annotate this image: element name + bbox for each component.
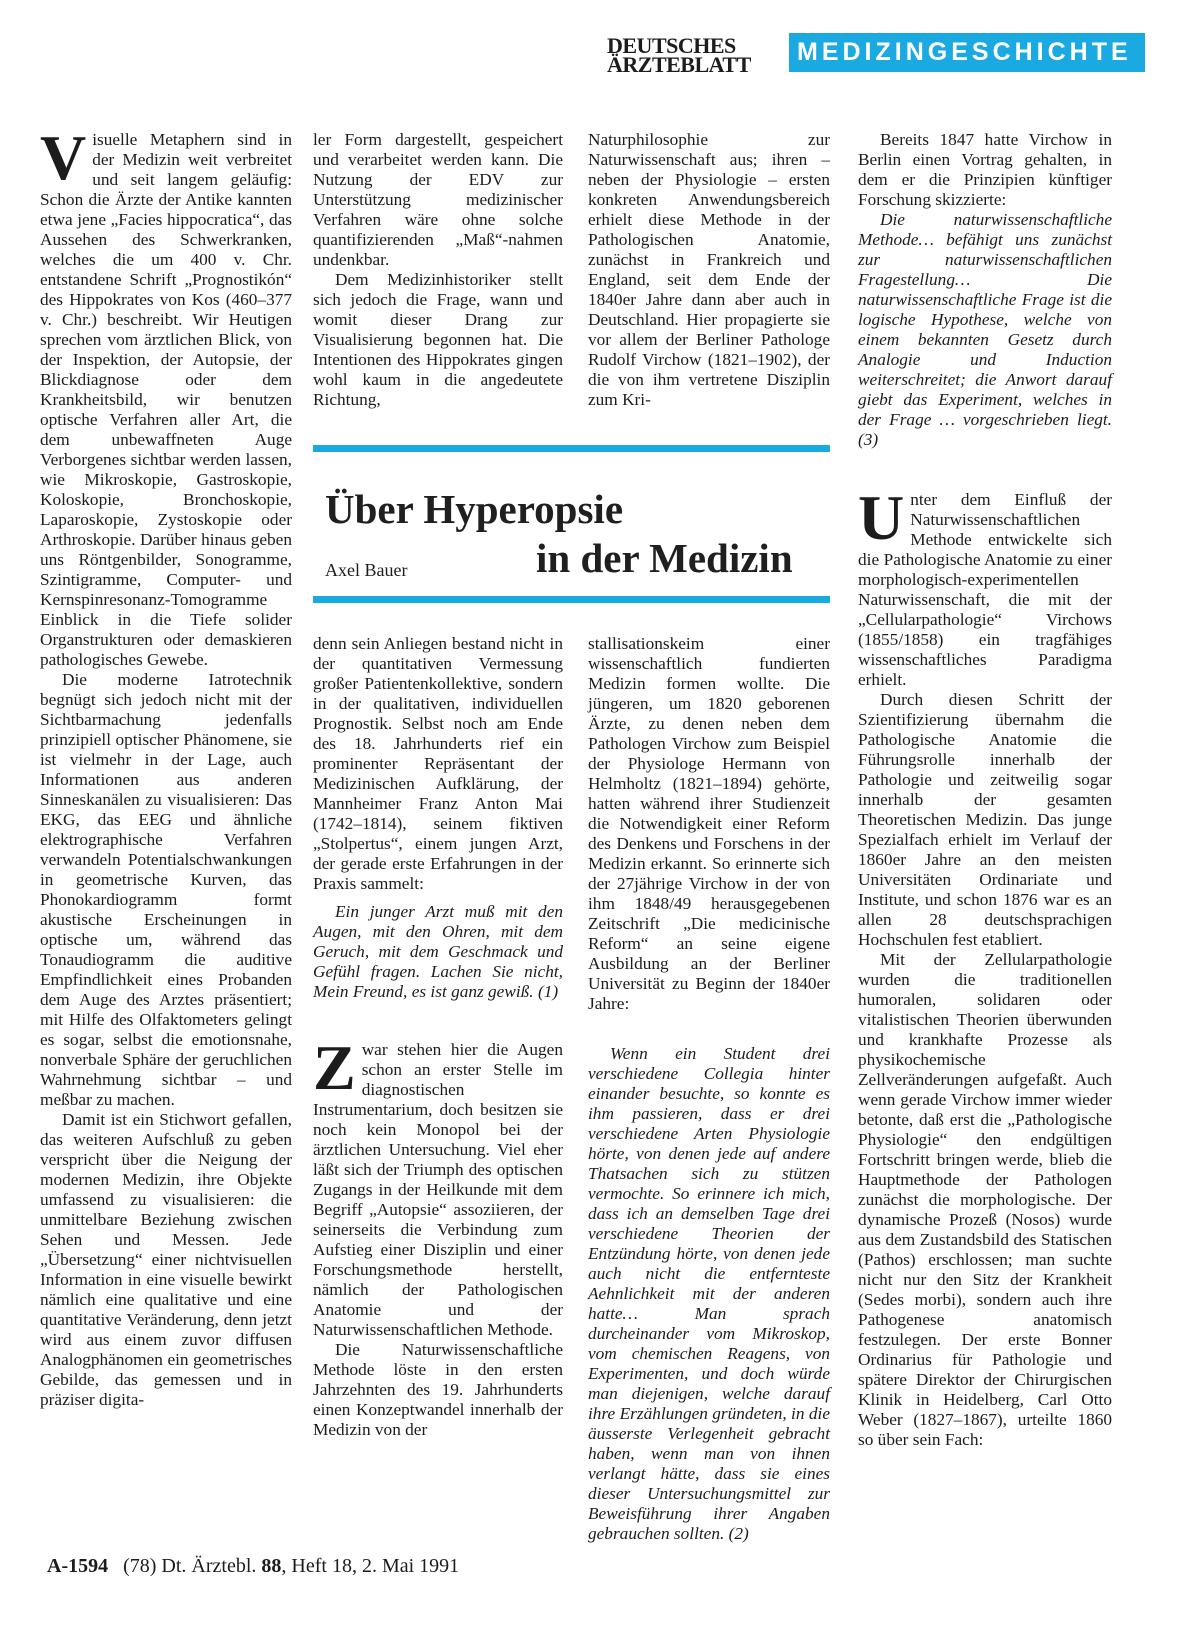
- journal-logo: [607, 33, 779, 77]
- paragraph: Naturphilosophie zur Naturwissenschaft aus; ihren – neben der Physiologie – ersten konkreten Anwendungsbereich erhielt diese Methode in der Pathologischen Anatomie, zunächst in Frankreich und England, seit dem Ende der 1840er Jahre dann aber auch in Deutschland. Hier propagierte sie vor allem der Berliner Pathologe Rudolf Virchow (1821–1902), der die von ihm vertretene Disziplin zum Kri-: [588, 130, 830, 409]
- logo-line-2: ÄRZTEBLATT: [607, 52, 751, 77]
- page-footer: [47, 1554, 459, 1578]
- footer-citation: (78) Dt. Ärztebl.: [123, 1555, 257, 1577]
- paragraph-text: isuelle Metaphern sind in der Medizin weit verbreitet und seit langem geläufig: Schon die Ärzte der Antike kannten etwa jene „Facies hippocratica“, das Aussehen des Schwerkranken, welches die um 400 v. Chr. entstandene Schrift „Prognostikón“ des Hippokrates von Kos (460–377 v. Chr.) beschreibt. Wir Heutigen sprechen vom ärztlichen Blick, von der Inspektion, der Autopsie, der Blickdiagnose oder dem Krankheitsbild, wir benutzen optische Verfahren aller Art, die dem unbewaffneten Auge Verborgenes sichtbar werden lassen, wie Mikroskopie, Gastroskopie, Koloskopie, Bronchoskopie, Laparoskopie, Zystoskopie oder Arthroskopie. Darüber hinaus geben uns Röntgenbilder, Sonogramme, Szintigramme, Computer- und Kernspinresonanz-Tomogramme Einblick in die Tiefe solider Organstrukturen oder demaskieren pathologisches Gewebe.: [40, 130, 292, 669]
- drop-cap: U: [858, 482, 905, 553]
- drop-cap: Z: [313, 1032, 356, 1103]
- logo-line-1: DEUTSCHES: [607, 33, 736, 58]
- title-rule-bottom: [313, 596, 830, 603]
- column-4-bottom: [858, 482, 1112, 1450]
- column-2-bottom: [313, 634, 563, 1440]
- paragraph: Damit ist ein Stichwort gefallen, das weiteren Aufschluß zu geben verspricht über die Neigung der modernen Medizin, ihre Objekte umfassend zu visualisieren: die unmittelbare Beziehung zwischen Sehen und Messen. Jede „Übersetzung“ einer nichtvisuellen Information in eine visuelle bewirkt nämlich eine qualitative und eine quantitative Veränderung, denn jetzt wird aus einem zuvor diffusen Analogphänomen ein geometrisches Gebilde, das gemessen und in präziser digita-: [40, 1110, 292, 1409]
- paragraph: stallisationskeim einer wissenschaftlich fundierten Medizin formen wollte. Die jüngeren, um 1820 geborenen Ärzte, zu denen neben dem Pathologen Virchow zum Beispiel der Physiologe Hermann von Helmholtz (1821–1894) gehörte, hatten während ihrer Studienzeit die Notwendigkeit einer Reform des Denkens und Forschens in der Medizin erkannt. So erinnerte sich der 27jährige Virchow in der von ihm 1848/49 herausgegebenen Zeitschrift „Die medicinische Reform“ an seine eigene Ausbildung an der Berliner Universität zu Beginn der 1840er Jahre:: [588, 634, 830, 1013]
- paragraph: Die Naturwissenschaftliche Methode löste in den ersten Jahrzehnten des 19. Jahrhunderts einen Konzeptwandel innerhalb der Medizin von der: [313, 1340, 563, 1439]
- section-tag: MEDIZINGESCHICHTE: [789, 33, 1145, 72]
- quote: Die naturwissenschaftliche Methode… befähigt uns zunächst zur naturwissenschaftlichen Fragestellung… Die naturwissenschaftliche Frage ist die logische Hypothese, welche von einem bekannten Gesetz durch Analogie und Induction weiterschreitet; die Anwort darauf giebt das Experiment, welches in der Frage … vorgeschrieben liegt. (3): [858, 210, 1112, 449]
- drop-cap: V: [40, 122, 87, 193]
- headline-line-1: Über Hyperopsie: [325, 486, 624, 532]
- paragraph: denn sein Anliegen bestand nicht in der quantitativen Vermessung großer Patientenkollektive, sondern in der qualitativen, individuellen Prognostik. Selbst noch am Ende des 18. Jahrhunderts rief ein prominenter Repräsentant der Medizinischen Aufklärung, der Mannheimer Franz Anton Mai (1742–1814), seinem fiktiven „Stolpertus“, einem jungen Arzt, der gerade erste Erfahrungen in der Praxis sammelt:: [313, 634, 563, 893]
- paragraph: ler Form dargestellt, gespeichert und verarbeitet werden kann. Die Nutzung der EDV zur Unterstützung medizinischer Verfahren wäre ohne solche quantifizierenden „Maß“-nahmen undenkbar.: [313, 130, 563, 269]
- paragraph: Dem Medizinhistoriker stellt sich jedoch die Frage, wann und womit dieser Drang zur Visualisierung begonnen hat. Die Intentionen des Hippokrates gingen wohl kaum in die angedeutete Richtung,: [313, 270, 563, 409]
- paragraph: [313, 1032, 563, 1340]
- page-number: A-1594: [47, 1555, 109, 1577]
- column-1: [40, 122, 292, 1410]
- footer-issue: , Heft 18, 2. Mai 1991: [281, 1555, 460, 1577]
- column-2-top: [313, 130, 563, 410]
- headline-line-2: in der Medizin: [536, 535, 793, 581]
- paragraph-text: war stehen hier die Augen schon an erster Stelle im diagnostischen Instrumentarium, doch besitzen sie noch kein Monopol bei der ärztlichen Untersuchung. Viel eher läßt sich der Triumph des optischen Zugangs in der Heilkunde mit dem Begriff „Autopsie“ assoziieren, der seinerseits die Verbindung zum Aufstieg einer Disziplin und einer Forschungsmethode herstellt, nämlich der Pathologischen Anatomie und der Naturwissenschaftlichen Methode.: [313, 1040, 563, 1339]
- paragraph: Die moderne Iatrotechnik begnügt sich jedoch nicht mit der Sichtbarmachung jedenfalls prinzipiell optischer Phänomene, sie ist vielmehr in der Lage, auch Informationen aus anderen Sinneskanälen zu visualisieren: Das EKG, das EEG und ähnliche elektrographische Verfahren verwandeln Potentialschwankungen in geometrische Kurven, das Phonokardiogramm formt akustische Erscheinungen in optische um, während das Tonaudiogramm die auditive Empfindlichkeit eines Probanden dem Auge des Arztes präsentiert; mit Hilfe des Olfaktometers gelingt es sogar, selbst die emotionsnahe, nonverbale Sphäre der geruchlichen Wahrnehmung sichtbar – und meßbar zu machen.: [40, 670, 292, 1109]
- column-3-bottom: [588, 634, 830, 1544]
- quote: Ein junger Arzt muß mit den Augen, mit den Ohren, mit dem Geruch, mit dem Geschmack und Gefühl fragen. Lachen Sie nicht, Mein Freund, es ist ganz gewiß. (1): [313, 902, 563, 1001]
- paragraph-text: nter dem Einfluß der Naturwissenschaftlichen Methode entwickelte sich die Pathologische Anatomie zu einer morphologisch-experimentellen Naturwissenschaft, die mit der „Cellularpathologie“ Virchows (1855/1858) ein tragfähiges wissenschaftliches Paradigma erhielt.: [858, 490, 1112, 689]
- column-4-top: [858, 130, 1112, 450]
- paragraph: Durch diesen Schritt der Szientifizierung übernahm die Pathologische Anatomie die Führungsrolle innerhalb der Pathologie und zeitweilig sogar innerhalb der gesamten Theoretischen Medizin. Das junge Spezialfach erhielt im Verlauf der 1860er Jahre an den meisten Universitäten Ordinariate und Institute, und schon 1876 war es an allen 28 deutschsprachigen Hochschulen fest etabliert.: [858, 690, 1112, 949]
- paragraph: Mit der Zellularpathologie wurden die traditionellen humoralen, solidaren oder vitalistischen Theorien überwunden und krankhafte Prozesse als physikochemische Zellveränderungen aufgefaßt. Auch wenn gerade Virchow immer wieder betonte, daß erst die „Pathologische Physiologie“ den endgültigen Fortschritt bringen werde, blieb die Hauptmethode der Pathologen zunächst die morphologische. Der dynamische Prozeß (Nosos) wurde aus dem Zustandsbild des Statischen (Pathos) erschlossen; man suchte nicht nur den Sitz der Krankheit (Sedes morbi), sondern auch ihre Pathogenese anatomisch festzulegen. Der erste Bonner Ordinarius für Pathologie und spätere Direktor der Chirurgischen Klinik in Heidelberg, Carl Otto Weber (1827–1867), urteilte 1860 so über sein Fach:: [858, 950, 1112, 1449]
- author: Axel Bauer: [325, 560, 408, 580]
- paragraph: Bereits 1847 hatte Virchow in Berlin einen Vortrag gehalten, in dem er die Prinzipien künftiger Forschung skizzierte:: [858, 130, 1112, 209]
- paragraph: [858, 482, 1112, 690]
- paragraph: [40, 122, 292, 670]
- quote: Wenn ein Student drei verschiedene Collegia hinter einander besuchte, so konnte es ihm passieren, dass er drei verschiedene Arten Physiologie hörte, von denen jede auf andere Thatsachen sich zu stützen vermochte. So erinnere ich mich, dass ich an demselben Tage drei verschiedene Theorien der Entzündung hörte, von denen jede auch nicht die entfernteste Aehnlichkeit mit der anderen hatte… Man sprach durcheinander vom Mikroskop, vom chemischen Reagens, von Experimenten, und doch würde man diejenigen, welche darauf ihre Erzählungen gründeten, in die äusserste Verlegenheit gebracht haben, wenn man von ihnen verlangt hätte, dass sie eines dieser Untersuchungsmittel zur Beweisführung ihrer Angaben gebrauchen sollten. (2): [588, 1044, 830, 1543]
- title-rule-top: [313, 445, 830, 452]
- column-3-top: [588, 130, 830, 410]
- volume-number: 88: [261, 1555, 282, 1577]
